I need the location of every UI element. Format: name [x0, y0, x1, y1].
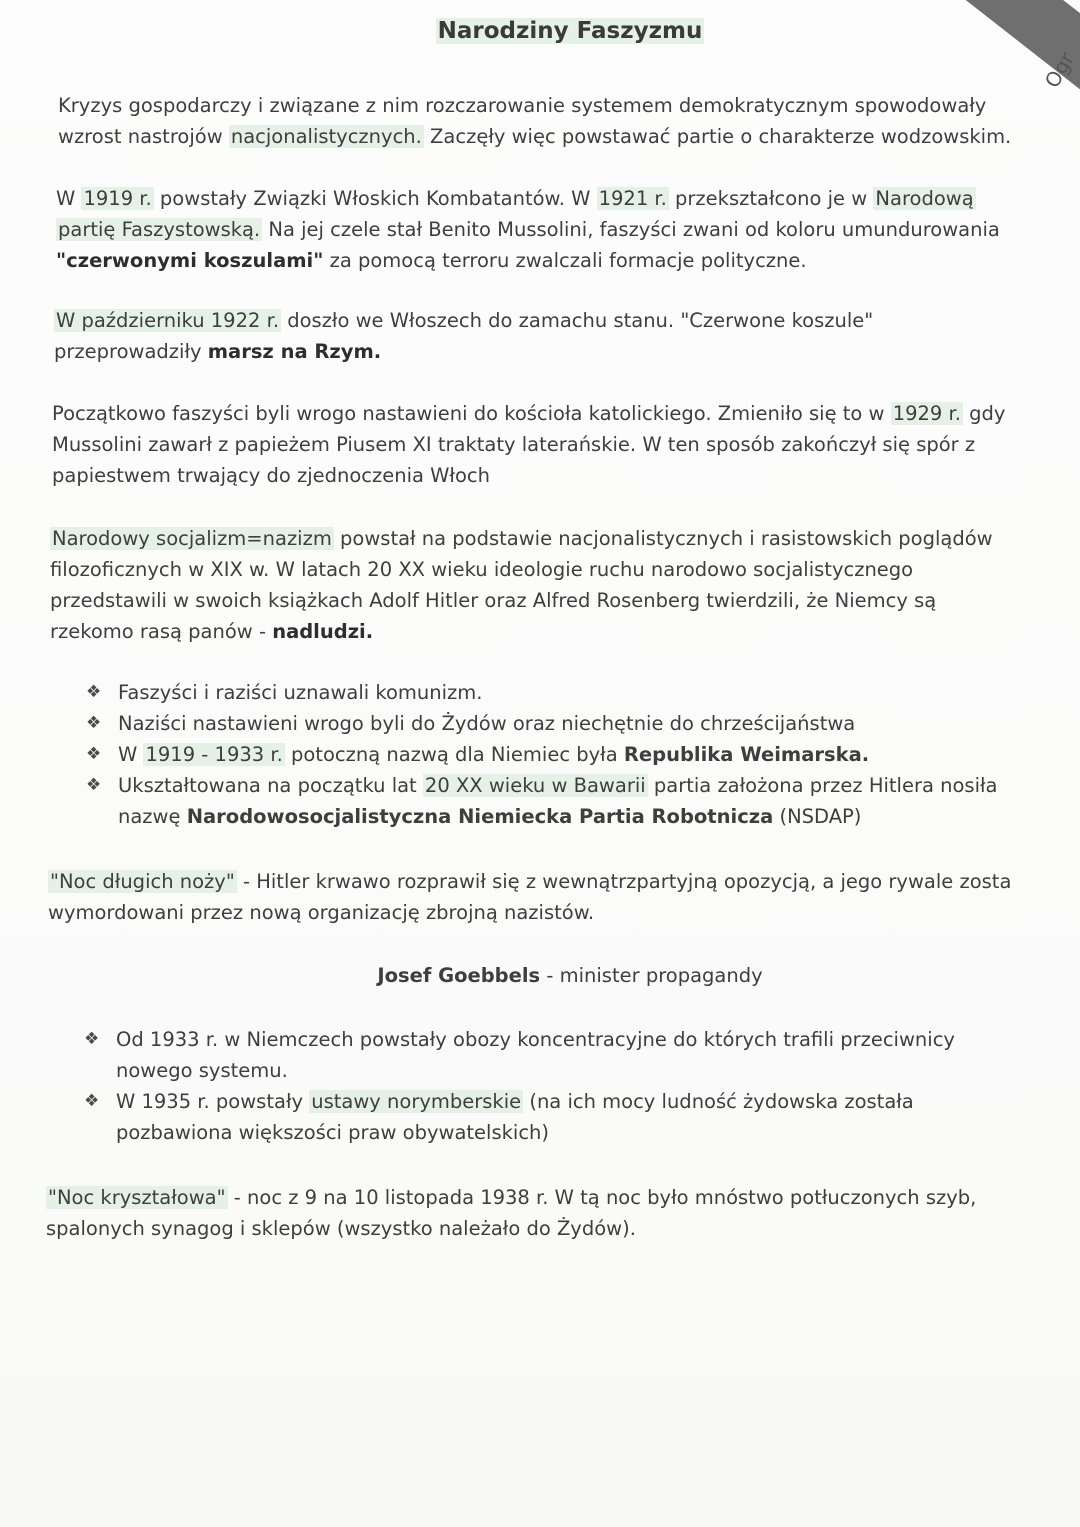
paragraph-night-of-long-knives	[48, 866, 1011, 928]
text: powstały Związki Włoskich Kombatantów. W	[153, 187, 597, 210]
diamond-bullet-icon: ❖	[86, 775, 102, 795]
highlight: "Noc kryształowa"	[48, 1186, 226, 1209]
text: Od 1933 r. w Niemczech powstały obozy koncentracyjne do których trafili przeciwnicy	[116, 1028, 955, 1051]
bold-text: nadludzi.	[272, 620, 374, 643]
line	[50, 585, 993, 616]
list-item	[82, 677, 998, 708]
text: nazwę	[118, 805, 187, 828]
diamond-bullet-icon: ❖	[86, 744, 102, 764]
diamond-bullet-icon: ❖	[84, 1091, 100, 1111]
text: gdy	[962, 402, 1006, 425]
text: - minister propagandy	[540, 964, 763, 987]
text: W	[118, 743, 144, 766]
text: - noc z 9 na 10 listopada 1938 r. W tą noc było mnóstwo potłuczonych szyb,	[227, 1186, 977, 1209]
text: nowego systemu.	[116, 1059, 288, 1082]
list-item	[82, 708, 998, 739]
text: Zaczęły więc powstawać partie o charakterze wodzowskim.	[423, 125, 1012, 148]
line	[48, 897, 1011, 928]
highlight: 1919 - 1933 r.	[145, 743, 283, 766]
text: Kryzys gospodarczy i związane z nim rozczarowanie systemem demokratycznym spowodowały	[58, 94, 987, 117]
line	[46, 1182, 976, 1213]
text: wymordowani przez nową organizację zbrojną nazistów.	[48, 901, 595, 924]
text: Naziści nastawieni wrogo byli do Żydów oraz niechętnie do chrześcijaństwa	[118, 712, 856, 735]
corner-mark: Ogr	[1040, 48, 1080, 92]
page-title-text: Narodziny Faszyzmu	[437, 18, 703, 44]
bullet-list-nazism	[82, 677, 998, 832]
highlight: nacjonalistycznych.	[230, 125, 422, 148]
highlight: W październiku 1922 r.	[56, 309, 280, 332]
paragraph-march-on-rome	[54, 305, 873, 367]
text: (na ich mocy ludność żydowska została	[523, 1090, 914, 1113]
text: Ukształtowana na początku lat	[118, 774, 423, 797]
text: za pomocą terroru zwalczali formacje polityczne.	[323, 249, 807, 272]
line	[50, 523, 993, 554]
highlight: 1921 r.	[598, 187, 667, 210]
text: Mussolini zawarł z papieżem Piusem XI traktaty laterańskie. W ten sposób zakończył się spór z	[52, 433, 976, 456]
text: przeprowadziły	[54, 340, 208, 363]
line	[52, 429, 1005, 460]
bold-text: "czerwonymi koszulami"	[56, 249, 324, 272]
goebbels-line	[0, 960, 1080, 991]
line	[56, 183, 1000, 214]
line	[50, 616, 993, 647]
bold-text: Josef Goebbels	[377, 964, 541, 987]
bullet-list-camps	[80, 1024, 955, 1148]
line	[46, 1213, 976, 1244]
highlight: 1929 r.	[892, 402, 961, 425]
list-item	[80, 1024, 955, 1086]
line	[58, 90, 1011, 121]
bold-text: marsz na Rzym.	[207, 340, 382, 363]
highlight: 20 XX wieku w Bawarii	[424, 774, 646, 797]
line	[52, 398, 1005, 429]
paragraph-economic-crisis	[58, 90, 1011, 152]
line	[56, 214, 1000, 245]
diamond-bullet-icon: ❖	[84, 1029, 100, 1049]
page-title	[0, 18, 1080, 44]
highlight: partię Faszystowską.	[58, 218, 261, 241]
paragraph-lateran-treaty	[52, 398, 1005, 491]
line	[52, 460, 1005, 491]
text: rzekomo rasą panów -	[50, 620, 273, 643]
text: doszło we Włoszech do zamachu stanu. "Czerwone koszule"	[281, 309, 874, 332]
highlight: Narodową	[875, 187, 974, 210]
list-item	[80, 1086, 955, 1148]
text: powstał na podstawie nacjonalistycznych i rasistowskich poglądów	[333, 527, 993, 550]
list-item	[82, 739, 998, 770]
text: (NSDAP)	[773, 805, 862, 828]
diamond-bullet-icon: ❖	[86, 713, 102, 733]
paragraph-national-socialism	[50, 523, 993, 647]
line	[56, 245, 1000, 276]
text: partia założona przez Hitlera nosiła	[647, 774, 998, 797]
text: Na jej czele stał Benito Mussolini, faszyści zwani od koloru umundurowania	[262, 218, 1000, 241]
bold-text: Narodowosocjalistyczna Niemiecka Partia Robotnicza	[186, 805, 774, 828]
highlight: "Noc długich noży"	[50, 870, 235, 893]
text: - Hitler krwawo rozprawił się z wewnątrzpartyjną opozycją, a jego rywale zosta	[236, 870, 1012, 893]
text: filozoficznych w XIX w. W latach 20 XX wieku ideologie ruchu narodowo socjalistycznego	[50, 558, 914, 581]
highlight: Narodowy socjalizm=nazizm	[52, 527, 332, 550]
text: pozbawiona większości praw obywatelskich)	[116, 1121, 550, 1144]
text: przekształcono je w	[668, 187, 874, 210]
text: W 1935 r. powstały	[116, 1090, 310, 1113]
line	[54, 305, 873, 336]
highlight: 1919 r.	[83, 187, 152, 210]
line	[50, 554, 993, 585]
text: papiestwem trwający do zjednoczenia Włoch	[52, 464, 490, 487]
text: wzrost nastrojów	[58, 125, 229, 148]
paragraph-fascist-party	[56, 183, 1000, 276]
paragraph-kristallnacht	[46, 1182, 976, 1244]
line	[58, 121, 1011, 152]
highlight: ustawy norymberskie	[311, 1090, 522, 1113]
line	[54, 336, 873, 367]
list-item	[82, 770, 998, 832]
text: Faszyści i raziści uznawali komunizm.	[118, 681, 483, 704]
text: przedstawili w swoich książkach Adolf Hitler oraz Alfred Rosenberg twierdzili, że Niemcy są	[50, 589, 937, 612]
bold-text: Republika Weimarska.	[623, 743, 870, 766]
text: Początkowo faszyści byli wrogo nastawieni do kościoła katolickiego. Zmieniło się to w	[52, 402, 891, 425]
text: spalonych synagog i sklepów (wszystko należało do Żydów).	[46, 1217, 636, 1240]
diamond-bullet-icon: ❖	[86, 682, 102, 702]
line	[48, 866, 1011, 897]
text: W	[56, 187, 82, 210]
text: potoczną nazwą dla Niemiec była	[284, 743, 624, 766]
